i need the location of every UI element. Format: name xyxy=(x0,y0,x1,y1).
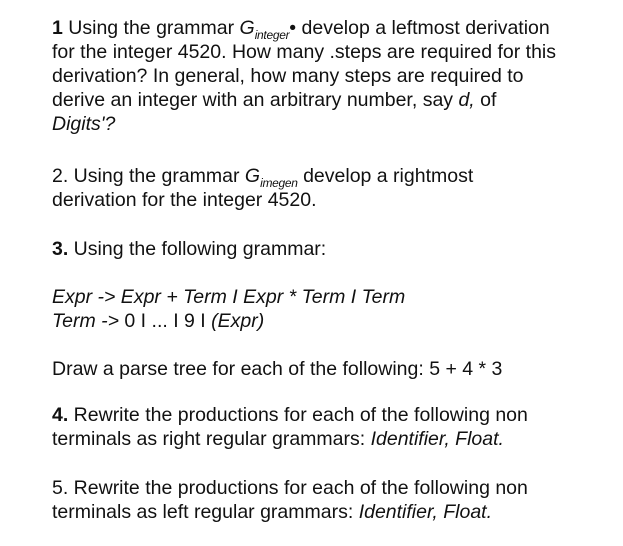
grammar-subscript: integer xyxy=(254,28,290,42)
text: Digits'? xyxy=(52,113,116,135)
text: Rewrite the productions for each of the following non xyxy=(68,477,528,499)
text: derivation for the integer 4520. xyxy=(52,189,317,211)
question-number: 2. xyxy=(52,165,69,187)
grammar-rule: Expr -> Expr + Term I Expr * Term I Term xyxy=(52,286,406,308)
question-1 xyxy=(52,16,612,136)
text: Rewrite the productions for each of the following non xyxy=(68,404,528,426)
text: Using the following grammar: xyxy=(68,238,327,260)
grammar-subscript: imegen xyxy=(260,176,298,190)
text: Identifier, Float. xyxy=(370,428,504,450)
question-number: 3. xyxy=(52,238,69,260)
question-2 xyxy=(52,164,612,212)
text: develop a rightmost xyxy=(297,165,474,187)
text: • develop a leftmost derivation xyxy=(289,17,550,39)
text: d, xyxy=(458,89,475,111)
grammar-rules xyxy=(52,285,612,333)
text: Term -> xyxy=(52,310,125,332)
text: 0 I ... I 9 I xyxy=(124,310,212,332)
text: terminals as right regular grammars: xyxy=(52,428,371,450)
text: derivation? In general, how many steps are required to xyxy=(52,65,524,87)
text: Using the grammar xyxy=(62,17,240,39)
text: Identifier, Float. xyxy=(358,501,493,523)
parse-tree-task xyxy=(52,357,612,381)
text: Using the grammar xyxy=(68,165,245,187)
grammar-symbol: G xyxy=(239,17,255,39)
question-3 xyxy=(52,237,612,261)
question-number: 1 xyxy=(52,17,63,39)
grammar-symbol: G xyxy=(244,165,261,187)
question-4 xyxy=(52,403,612,451)
question-number: 4. xyxy=(52,404,69,426)
text: derive an integer with an arbitrary number, say xyxy=(52,89,459,111)
question-5 xyxy=(52,476,612,524)
text: for the integer 4520. How many .steps are required for this xyxy=(52,41,557,63)
text: of xyxy=(474,89,497,111)
question-number: 5. xyxy=(52,477,69,499)
text: (Expr) xyxy=(211,310,265,332)
text: terminals as left regular grammars: xyxy=(52,501,359,523)
text: Draw a parse tree for each of the following: 5 + 4 * 3 xyxy=(52,358,503,380)
